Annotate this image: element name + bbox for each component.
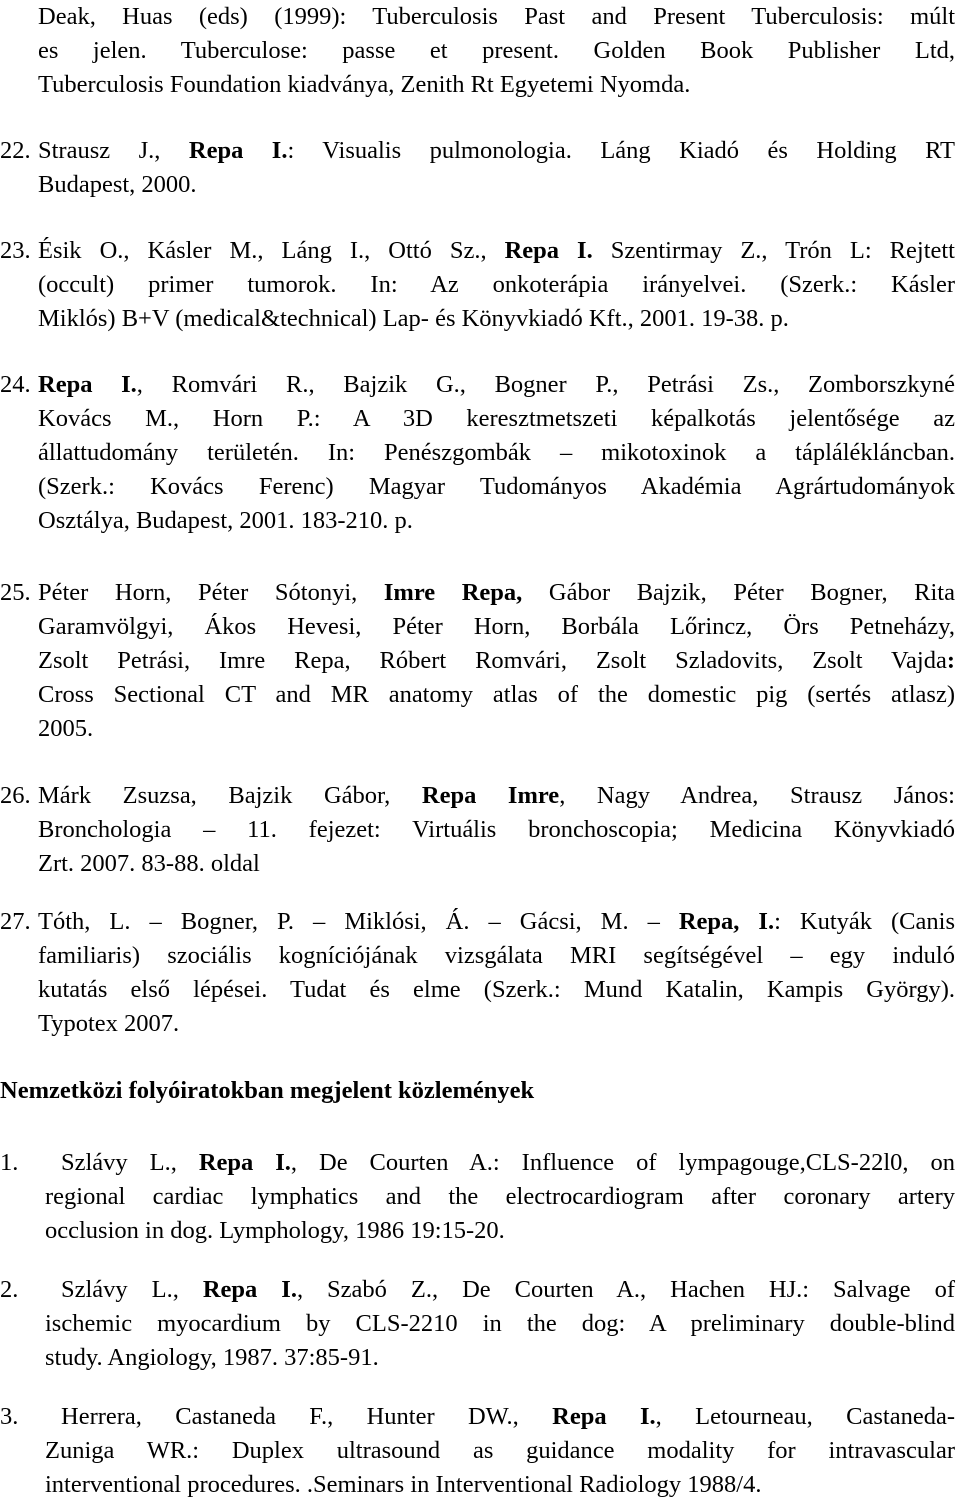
author-highlight: Repa, I. bbox=[678, 908, 775, 935]
entry-number: 1. bbox=[0, 1149, 19, 1176]
author-highlight: Repa I. bbox=[188, 137, 288, 164]
text-line: Osztálya, Budapest, 2001. 183-210. p. bbox=[38, 507, 413, 534]
authors: Márk Zsuzsa, Bajzik Gábor, bbox=[38, 782, 422, 809]
entry-number: 2. bbox=[0, 1276, 19, 1303]
text-line: Kovács M., Horn P.: A 3D keresztmetszeti képalkotás jelentősége az bbox=[38, 405, 955, 432]
authors: , Romvári R., Bajzik G., Bogner P., Petrási Zs., Zomborszkyné bbox=[136, 371, 956, 398]
text-line: Zuniga WR.: Duplex ultrasound as guidance modality for intravascular bbox=[45, 1437, 955, 1464]
author-highlight: Repa I. bbox=[202, 1276, 297, 1303]
section-heading: Nemzetközi folyóiratokban megjelent közlemények bbox=[0, 1077, 535, 1104]
authors: Zsolt Petrási, Imre Repa, Róbert Romvári, Zsolt Szladovits, Zsolt Vajda bbox=[38, 647, 947, 674]
text-line: Typotex 2007. bbox=[38, 1010, 180, 1037]
text-line: Miklós) B+V (medical&technical) Lap- és Könyvkiadó Kft., 2001. 19-38. p. bbox=[38, 305, 789, 332]
text-line: interventional procedures. .Seminars in Interventional Radiology 1988/4. bbox=[45, 1471, 762, 1498]
international-entry-1 bbox=[0, 1146, 955, 1248]
author-highlight: Repa I. bbox=[552, 1403, 656, 1430]
authors: , Nagy Andrea, Strausz János: bbox=[559, 782, 955, 809]
text-line bbox=[38, 779, 955, 813]
text-line: (occult) primer tumorok. In: Az onkoterápia irányelvei. (Szerk.: Kásler bbox=[38, 271, 955, 298]
colon-bold: : bbox=[946, 647, 955, 674]
authors: Ésik O., Kásler M., Láng I., Ottó Sz., bbox=[38, 237, 505, 264]
text-line bbox=[38, 134, 955, 168]
text-line bbox=[38, 905, 955, 939]
title-text: , Letourneau, Castaneda- bbox=[655, 1403, 955, 1430]
entry-number: 24. bbox=[0, 371, 31, 398]
author-highlight: Repa I. bbox=[504, 237, 593, 264]
reference-entry-21 bbox=[0, 0, 955, 102]
entry-number: 27. bbox=[0, 908, 31, 935]
text-line: Budapest, 2000. bbox=[38, 171, 197, 198]
text-line: es jelen. Tuberculose: passe et present. Golden Book Publisher Ltd, bbox=[38, 37, 955, 64]
entry-number: 3. bbox=[0, 1403, 19, 1430]
authors: Strausz J., bbox=[38, 137, 189, 164]
reference-entry-24 bbox=[0, 368, 955, 538]
author-highlight: Repa I. bbox=[38, 371, 137, 398]
text-line bbox=[38, 644, 955, 678]
entry-number: 26. bbox=[0, 782, 31, 809]
text-line bbox=[45, 1400, 955, 1434]
authors: Tóth, L. – Bogner, P. – Miklósi, Á. – Gácsi, M. – bbox=[38, 908, 679, 935]
text-line bbox=[38, 576, 955, 610]
text-line bbox=[38, 368, 955, 402]
text-line: (Szerk.: Kovács Ferenc) Magyar Tudományos Akadémia Agrártudományok bbox=[38, 473, 955, 500]
text-line bbox=[38, 234, 955, 268]
text-line: kutatás első lépései. Tudat és elme (Szerk.: Mund Katalin, Kampis György). bbox=[38, 976, 955, 1003]
international-entry-3 bbox=[0, 1400, 955, 1502]
text-line: állattudomány területén. In: Penészgombák – mikotoxinok a táplálékláncban. bbox=[38, 439, 955, 466]
international-entry-2 bbox=[0, 1273, 955, 1375]
text-line: Zrt. 2007. 83-88. oldal bbox=[38, 850, 260, 877]
author-highlight: Imre Repa, bbox=[383, 579, 523, 606]
entry-number: 22. bbox=[0, 137, 31, 164]
authors: Gábor Bajzik, Péter Bogner, Rita bbox=[522, 579, 955, 606]
reference-entry-23 bbox=[0, 234, 955, 336]
title-text: , De Courten A.: Influence of lympagouge,CLS-22l0, on bbox=[290, 1149, 955, 1176]
title-text: , Szabó Z., De Courten A., Hachen HJ.: Salvage of bbox=[296, 1276, 955, 1303]
reference-entry-22 bbox=[0, 134, 955, 202]
text-line: Bronchologia – 11. fejezet: Virtuális bronchoscopia; Medicina Könyvkiadó bbox=[38, 816, 955, 843]
title-text: Szentirmay Z., Trón L: Rejtett bbox=[592, 237, 955, 264]
authors: Herrera, Castaneda F., Hunter DW., bbox=[61, 1403, 553, 1430]
text-line: 2005. bbox=[38, 715, 94, 742]
text-line: study. Angiology, 1987. 37:85-91. bbox=[45, 1344, 379, 1371]
authors: Szlávy L., bbox=[61, 1276, 203, 1303]
authors: Szlávy L., bbox=[61, 1149, 199, 1176]
text-line: regional cardiac lymphatics and the electrocardiogram after coronary artery bbox=[45, 1183, 955, 1210]
text-line: occlusion in dog. Lymphology, 1986 19:15-20. bbox=[45, 1217, 505, 1244]
text-line: Tuberculosis Foundation kiadványa, Zenith Rt Egyetemi Nyomda. bbox=[38, 71, 691, 98]
text-line: Deak, Huas (eds) (1999): Tuberculosis Past and Present Tuberculosis: múlt bbox=[38, 3, 955, 30]
authors: Péter Horn, Péter Sótonyi, bbox=[38, 579, 384, 606]
text-line: Garamvölgyi, Ákos Hevesi, Péter Horn, Borbála Lőrincz, Örs Petneházy, bbox=[38, 613, 955, 640]
reference-entry-27 bbox=[0, 905, 955, 1041]
entry-number: 23. bbox=[0, 237, 31, 264]
text-line bbox=[45, 1146, 955, 1180]
reference-entry-26 bbox=[0, 779, 955, 881]
reference-entry-25 bbox=[0, 576, 955, 746]
text-line: familiaris) szociális kogníciójának vizsgálata MRI segítségével – egy induló bbox=[38, 942, 955, 969]
text-line bbox=[45, 1273, 955, 1307]
title-text: : Visualis pulmonologia. Láng Kiadó és Holding RT bbox=[287, 137, 955, 164]
author-highlight: Repa I. bbox=[198, 1149, 291, 1176]
author-highlight: Repa Imre bbox=[421, 782, 560, 809]
entry-number: 25. bbox=[0, 579, 31, 606]
text-line: ischemic myocardium by CLS-2210 in the dog: A preliminary double-blind bbox=[45, 1310, 955, 1337]
text-line: Cross Sectional CT and MR anatomy atlas of the domestic pig (sertés atlasz) bbox=[38, 681, 955, 708]
title-text: : Kutyák (Canis bbox=[774, 908, 955, 935]
